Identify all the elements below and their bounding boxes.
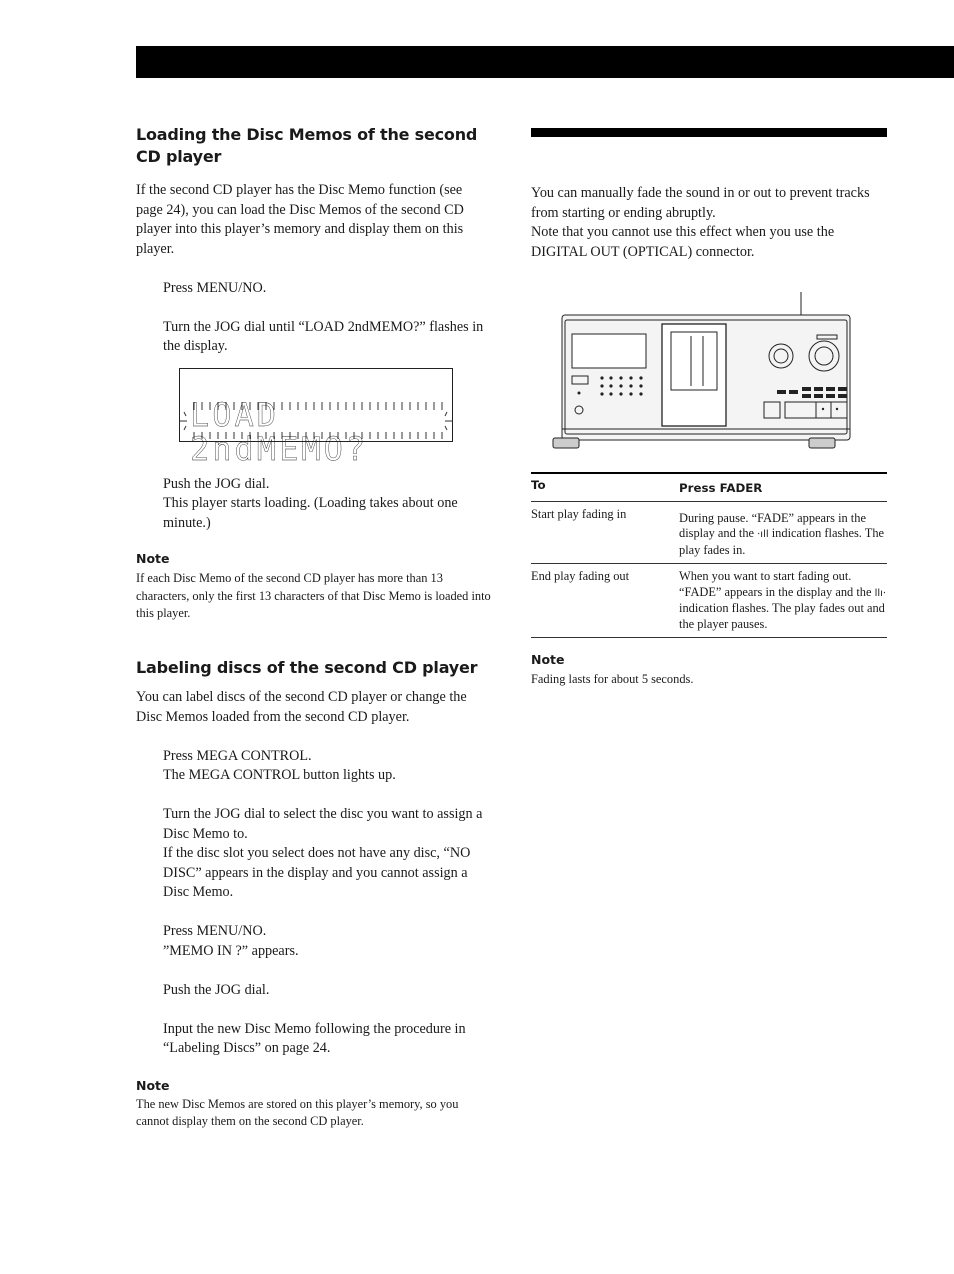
- note-title: Note: [531, 652, 565, 667]
- step-1-action: Press MEGA CONTROL.: [163, 747, 312, 764]
- section-heading-loading: Loading the Disc Memos of the second CD player: [136, 125, 478, 166]
- fade-in-icon: ⋅ıll: [757, 529, 769, 540]
- section-intro: You can label discs of the second CD player or change the Disc Memos loaded from the second CD player.: [136, 689, 467, 725]
- description-text: indication flashes. The play fades in.: [679, 526, 885, 557]
- fader-table: [531, 472, 887, 638]
- table-row: [531, 501, 887, 564]
- description-text: When you want to start fading out. “FADE” appears in the display and the: [679, 569, 875, 599]
- step-5: Input the new Disc Memo following the procedure in “Labeling Discs” on page 24.: [163, 1020, 466, 1057]
- section-heading-labeling: Labeling discs of the second CD player: [136, 658, 478, 678]
- description-text: During pause. “FADE” appears in the display and the: [679, 510, 866, 540]
- column-header-press-fader: Press FADER: [679, 473, 887, 501]
- left-column: [136, 124, 492, 1131]
- step-2: Turn the JOG dial until “LOAD 2ndMEMO?” flashes in the display.: [163, 318, 484, 354]
- step-1: Press MENU/NO.: [163, 279, 267, 296]
- note-title: Note: [136, 551, 170, 566]
- right-column: [531, 124, 887, 689]
- fade-caution: Note that you cannot use this effect when you use the DIGITAL OUT (OPTICAL) connector.: [531, 224, 835, 260]
- section-bar: [531, 128, 887, 137]
- fade-out-icon: llı⋅: [874, 587, 887, 599]
- fade-intro: You can manually fade the sound in or out to prevent tracks from starting or ending abruptly.: [531, 185, 870, 221]
- cd-player-illustration: [531, 290, 887, 460]
- step-3-result: This player starts loading. (Loading takes about one minute.): [163, 495, 458, 531]
- description-cell: [679, 564, 887, 638]
- note-text: Fading lasts for about 5 seconds.: [531, 672, 694, 686]
- step-2-result: If the disc slot you select does not have any disc, “NO DISC” appears in the display and you cannot assign a Disc Memo.: [163, 845, 471, 901]
- action-cell: End play fading out: [531, 564, 679, 638]
- display-readout: LOAD 2ndMEMO?: [190, 396, 369, 468]
- note-text: If each Disc Memo of the second CD player has more than 13 characters, only the first 13 characters of that Disc Memo is loaded into this player.: [136, 571, 491, 621]
- step-4: Push the JOG dial.: [163, 981, 270, 998]
- section-intro: If the second CD player has the Disc Memo function (see page 24), you can load the Disc Memos of the second CD player into this player’s memory and display them on this player.: [136, 182, 464, 257]
- step-3-result: ”MEMO IN ?” appears.: [163, 942, 299, 959]
- note-text: The new Disc Memos are stored on this player’s memory, so you cannot display them on the second CD player.: [136, 1096, 459, 1129]
- table-row: [531, 564, 887, 638]
- note-title: Note: [136, 1077, 170, 1093]
- description-text: indication flashes. The play fades out and the player pauses.: [679, 601, 885, 631]
- display-illustration: [179, 368, 453, 468]
- step-3-action: Push the JOG dial.: [163, 475, 270, 492]
- step-3-action: Press MENU/NO.: [163, 923, 267, 940]
- step-2-action: Turn the JOG dial to select the disc you want to assign a Disc Memo to.: [163, 806, 483, 842]
- description-cell: [679, 501, 887, 564]
- step-1-result: The MEGA CONTROL button lights up.: [163, 767, 396, 784]
- header-bar: [136, 46, 954, 78]
- action-cell: Start play fading in: [531, 501, 679, 564]
- column-header-to: To: [531, 473, 679, 501]
